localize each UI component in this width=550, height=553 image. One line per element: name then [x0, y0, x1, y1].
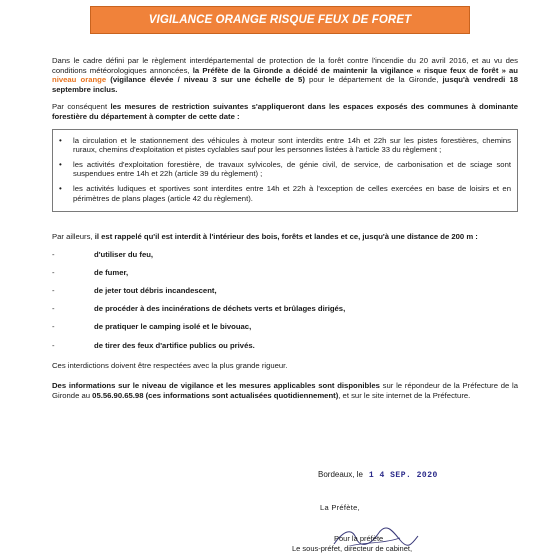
orange-level-text: niveau orange [52, 75, 107, 85]
list-item [52, 304, 518, 322]
prohibition-text: d'utiliser du feu, [94, 249, 154, 259]
info-text: sur le répondeur de la Préfecture de la Gironde au [52, 381, 518, 401]
bullet-icon: • [59, 159, 62, 169]
list-item [52, 286, 518, 304]
prohibition-text: de procéder à des incinérations de déchets verts et brûlages dirigés, [94, 304, 346, 314]
prohibition-text: de fumer, [94, 267, 129, 277]
dash-marker: - [52, 304, 55, 314]
reminder-bold: il est rappelé qu'il est interdit à l'intérieur des bois, forêts et landes et ce, jusqu'à une distance de 200 m : [94, 232, 478, 242]
prohibition-text: de tirer des feux d'artifice publics ou privés. [94, 340, 255, 350]
dash-marker: - [52, 249, 55, 259]
reminder-lead: Par ailleurs, [52, 232, 95, 242]
bullet-icon: • [59, 183, 62, 193]
list-item [52, 322, 518, 340]
info-bold-phone: 05.56.90.65.98 (ces informations sont actualisées quotidiennement) [92, 391, 339, 401]
consequence-lead: Par conséquent [52, 102, 111, 112]
dash-marker: - [52, 267, 55, 277]
restriction-text: la circulation et le stationnement des véhicules à moteur sont interdits entre 14h et 22h sur les pistes forestières, chemins ruraux, chemins d'exploitation et pistes cyclables sauf pour les personnes listées à l'article 33 du règlement ; [73, 135, 511, 155]
info-text-end: , et sur le site internet de la Préfecture. [338, 391, 471, 401]
list-item [52, 250, 518, 268]
restriction-text: les activités ludiques et sportives sont interdites entre 14h et 22h à l'exception de celles exercées en base de loisirs et en périmètres de plans plages (article 42 du règlement). [73, 183, 511, 203]
restriction-text: les activités d'exploitation forestière, de travaux sylvicoles, de génie civil, de service, de carbonisation et de sciage sont suspendues entre 14h et 22h (article 39 du règlement) ; [73, 159, 511, 179]
rigueur-paragraph: Ces interdictions doivent être respectées avec la plus grande rigueur. [52, 360, 288, 370]
intro-paragraph [52, 56, 518, 94]
prohibition-text: de jeter tout débris incandescent, [94, 286, 217, 296]
dash-marker: - [52, 340, 55, 350]
header-banner [90, 6, 470, 34]
banner-title: VIGILANCE ORANGE RISQUE FEUX DE FORET [148, 14, 412, 26]
list-item [52, 341, 518, 359]
bullet-icon: • [59, 135, 62, 145]
restriction-item [59, 160, 511, 179]
list-item [52, 268, 518, 286]
intro-bold-decision: la Préfète de la Gironde a décidé de maintenir la vigilance « risque feux de forêt » au [192, 65, 518, 75]
restriction-item [59, 184, 511, 203]
intro-text: Dans le cadre défini par le règlement interdépartemental de protection de la forêt contre l'incendie du 20 avril 2016, et au vu des conditions météorologiques annoncées, [52, 56, 518, 75]
info-bold-lead: Des informations sur le niveau de vigilance et les mesures applicables sont disponibles [52, 381, 380, 391]
dash-marker: - [52, 322, 55, 332]
restriction-item [59, 136, 511, 155]
intro-bold-level: (vigilance élevée / niveau 3 sur une échelle de 5) [106, 75, 305, 85]
prohibition-list [52, 250, 518, 359]
reminder-paragraph [52, 232, 518, 242]
intro-text-dept: pour le département de la Gironde, [304, 75, 443, 85]
place-text: Bordeaux, le [318, 470, 363, 479]
signatory-title: La Préfète, [320, 503, 360, 512]
date-line [318, 470, 438, 480]
pour-line: Pour la préfète [334, 534, 384, 543]
dash-marker: - [52, 286, 55, 296]
intro-bold-date: jusqu'à vendredi 18 septembre inclus. [52, 75, 518, 94]
consequence-paragraph [52, 102, 518, 121]
restrictions-box [52, 129, 518, 213]
consequence-bold: les mesures de restriction suivantes s'appliqueront dans les espaces exposés des communes à dominante forestière du département à compter de cette date : [52, 102, 518, 121]
info-paragraph [52, 381, 518, 400]
date-stamp: 1 4 SEP. 2020 [368, 471, 438, 480]
prohibition-text: de pratiquer le camping isolé et le bivouac, [94, 322, 252, 332]
sous-prefet-line: Le sous-préfet, directeur de cabinet, [292, 544, 413, 553]
document-body [52, 44, 518, 401]
